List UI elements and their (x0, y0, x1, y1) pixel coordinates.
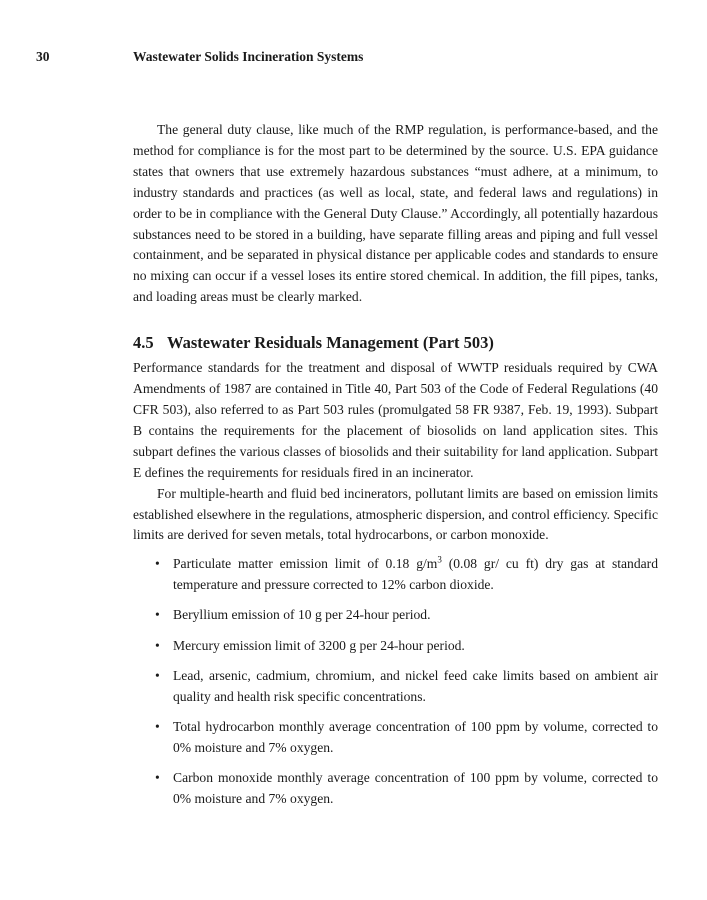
bullet-text: Lead, arsenic, cadmium, chromium, and nickel feed cake limits based on ambient air quality and health risk specific concentrations. (173, 668, 658, 704)
list-item (133, 768, 658, 809)
bullet-icon: • (155, 668, 160, 684)
paragraph-performance-standards: Performance standards for the treatment and disposal of WWTP residuals required by CWA Amendments of 1987 are contained in Title 40, Part 503 of the Code of Federal Regulations (40 CFR 503), also referred to as Part 503 rules (promulgated 58 FR 9387, Feb. 19, 1993). Subpart B contains the requirements for the placement of biosolids on land application sites. This subpart defines the various classes of biosolids and their suitability for land application. Subpart E defines the requirements for residuals fired in an incinerator. (133, 360, 658, 480)
running-title: Wastewater Solids Incineration Systems (133, 49, 364, 64)
bullet-icon: • (155, 556, 160, 572)
bullet-icon: • (155, 719, 160, 735)
bullet-icon: • (155, 607, 160, 623)
list-item (133, 717, 658, 758)
list-item (133, 666, 658, 707)
bullet-text: Total hydrocarbon monthly average concentration of 100 ppm by volume, corrected to 0% moisture and 7% oxygen. (173, 719, 658, 755)
bullet-text: Carbon monoxide monthly average concentration of 100 ppm by volume, corrected to 0% moisture and 7% oxygen. (173, 770, 658, 806)
section-heading (133, 332, 658, 354)
list-item (133, 636, 658, 657)
page-body (133, 120, 658, 819)
bullet-icon: • (155, 770, 160, 786)
paragraph-general-duty: The general duty clause, like much of the RMP regulation, is performance-based, and the method for compliance is for the most part to be determined by the source. U.S. EPA guidance states that owners that use extremely hazardous substances “must adhere, at a minimum, to industry standards and practices (as well as local, state, and federal laws and regulations) in order to be in compliance with the General Duty Clause.” Accordingly, all potentially hazardous substances need to be stored in a building, have separate filling areas and piping and full vessel containment, and be separated in physical distance per applicable codes and standards to ensure no mixing can occur if a vessel loses its entire stored chemical. In addition, the fill pipes, tanks, and loading areas must be clearly marked. (133, 122, 658, 305)
page-header (36, 49, 667, 69)
superscript: 3 (437, 554, 442, 565)
list-item (133, 554, 658, 595)
bullet-icon: • (155, 637, 160, 653)
emission-limits-list (133, 554, 658, 809)
page-number: 30 (36, 49, 50, 64)
list-item (133, 605, 658, 626)
bullet-text: Beryllium emission of 10 g per 24-hour period. (173, 607, 431, 623)
section-number: 4.5 (133, 333, 154, 353)
bullet-text-pre: Particulate matter emission limit of 0.18 g/m (173, 556, 438, 572)
bullet-text-post: (0.08 gr/ cu ft) dry gas at standard temperature and pressure corrected to 12% carbon dioxide. (173, 556, 659, 592)
paragraph-incinerator-limits: For multiple-hearth and fluid bed incinerators, pollutant limits are based on emission limits established elsewhere in the regulations, atmospheric dispersion, and control efficiency. Specific limits are derived for seven metals, total hydrocarbons, or carbon monoxide. (133, 485, 658, 543)
section-title: Wastewater Residuals Management (Part 503) (167, 333, 494, 353)
bullet-text: Mercury emission limit of 3200 g per 24-hour period. (173, 637, 465, 653)
